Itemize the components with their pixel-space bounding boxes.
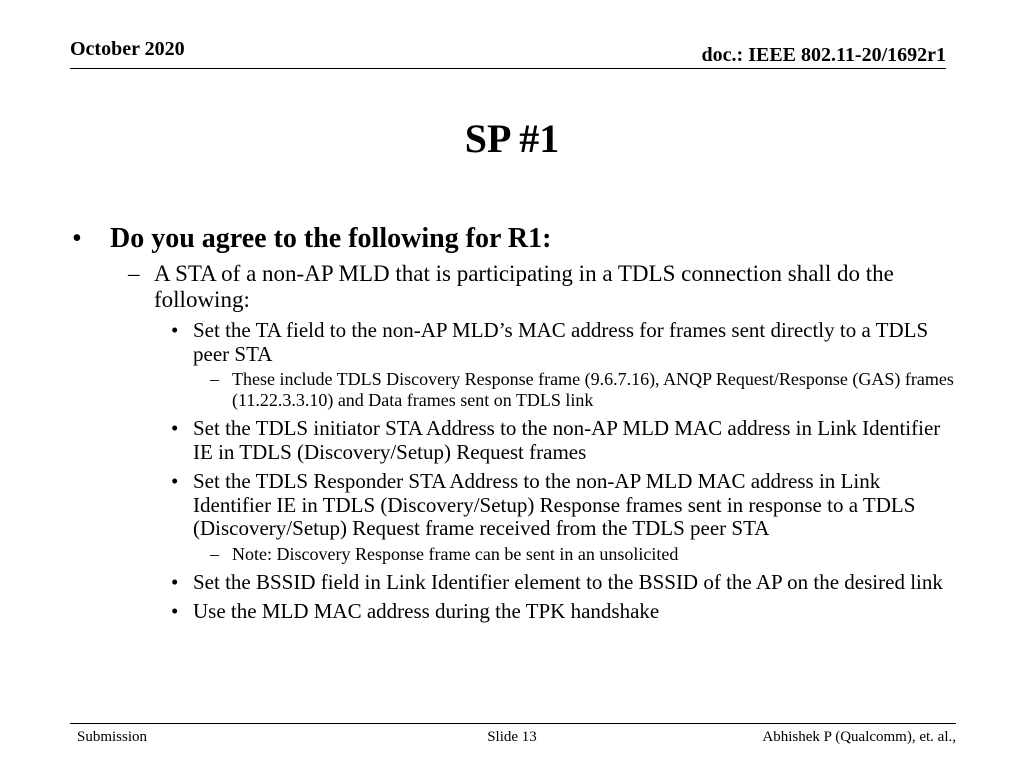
bullet-marker: • — [171, 569, 179, 594]
bullet-text: These include TDLS Discovery Response frame (9.6.7.16), ANQP Request/Response (GAS) frames (11.22.3.3.10) and Data frames sent on TDLS link — [232, 369, 954, 410]
bullet-marker: • — [171, 469, 179, 493]
bullet-marker: • — [171, 318, 179, 342]
bullet-text: Set the TDLS Responder STA Address to the non-AP MLD MAC address in Link Identifier IE in TDLS (Discovery/Setup) Response frames sent in response to a TDLS (Discovery/Setup) Request frame received from the TDLS peer STA — [193, 469, 916, 540]
bullet-marker: • — [171, 416, 179, 440]
bullet-text: Note: Discovery Response frame can be sent in an unsolicited — [232, 543, 679, 564]
bullet-text: Set the BSSID field in Link Identifier element to the BSSID of the AP on the desired link — [193, 569, 943, 594]
bullet-text: Use the MLD MAC address during the TPK handshake — [193, 599, 660, 623]
bullet-item — [70, 261, 955, 313]
bullet-marker: – — [128, 261, 140, 286]
bullet-item — [70, 417, 955, 464]
bullet-text: Do you agree to the following for R1: — [110, 223, 552, 254]
bullet-marker: • — [171, 599, 179, 623]
bullet-item — [70, 369, 955, 411]
footer-author: Abhishek P (Qualcomm), et. al., — [762, 729, 956, 745]
bullet-text: A STA of a non-AP MLD that is participating in a TDLS connection shall do the following: — [154, 261, 894, 312]
bullet-item — [70, 571, 955, 595]
footer-submission: Submission — [77, 729, 148, 745]
bullet-item — [70, 319, 955, 366]
bullet-marker: – — [210, 543, 219, 564]
bullet-marker: • — [72, 223, 82, 254]
header-divider — [70, 68, 946, 69]
bullet-item — [70, 600, 955, 624]
slide-title: SP #1 — [464, 116, 560, 161]
footer-slide-number: Slide 13 — [487, 729, 537, 745]
bullet-text: Set the TDLS initiator STA Address to the non-AP MLD MAC address in Link Identifier IE in TDLS (Discovery/Setup) Request frames — [193, 416, 941, 464]
bullet-marker: – — [210, 369, 219, 389]
bullet-item — [70, 222, 955, 256]
slide-body — [70, 222, 955, 624]
header-date: October 2020 — [70, 38, 185, 60]
footer-divider — [70, 723, 956, 724]
bullet-item — [70, 470, 955, 541]
bullet-item — [70, 544, 955, 565]
bullet-text: Set the TA field to the non-AP MLD’s MAC address for frames sent directly to a TDLS peer STA — [193, 318, 929, 366]
header-doc-id: doc.: IEEE 802.11-20/1692r1 — [701, 44, 946, 66]
